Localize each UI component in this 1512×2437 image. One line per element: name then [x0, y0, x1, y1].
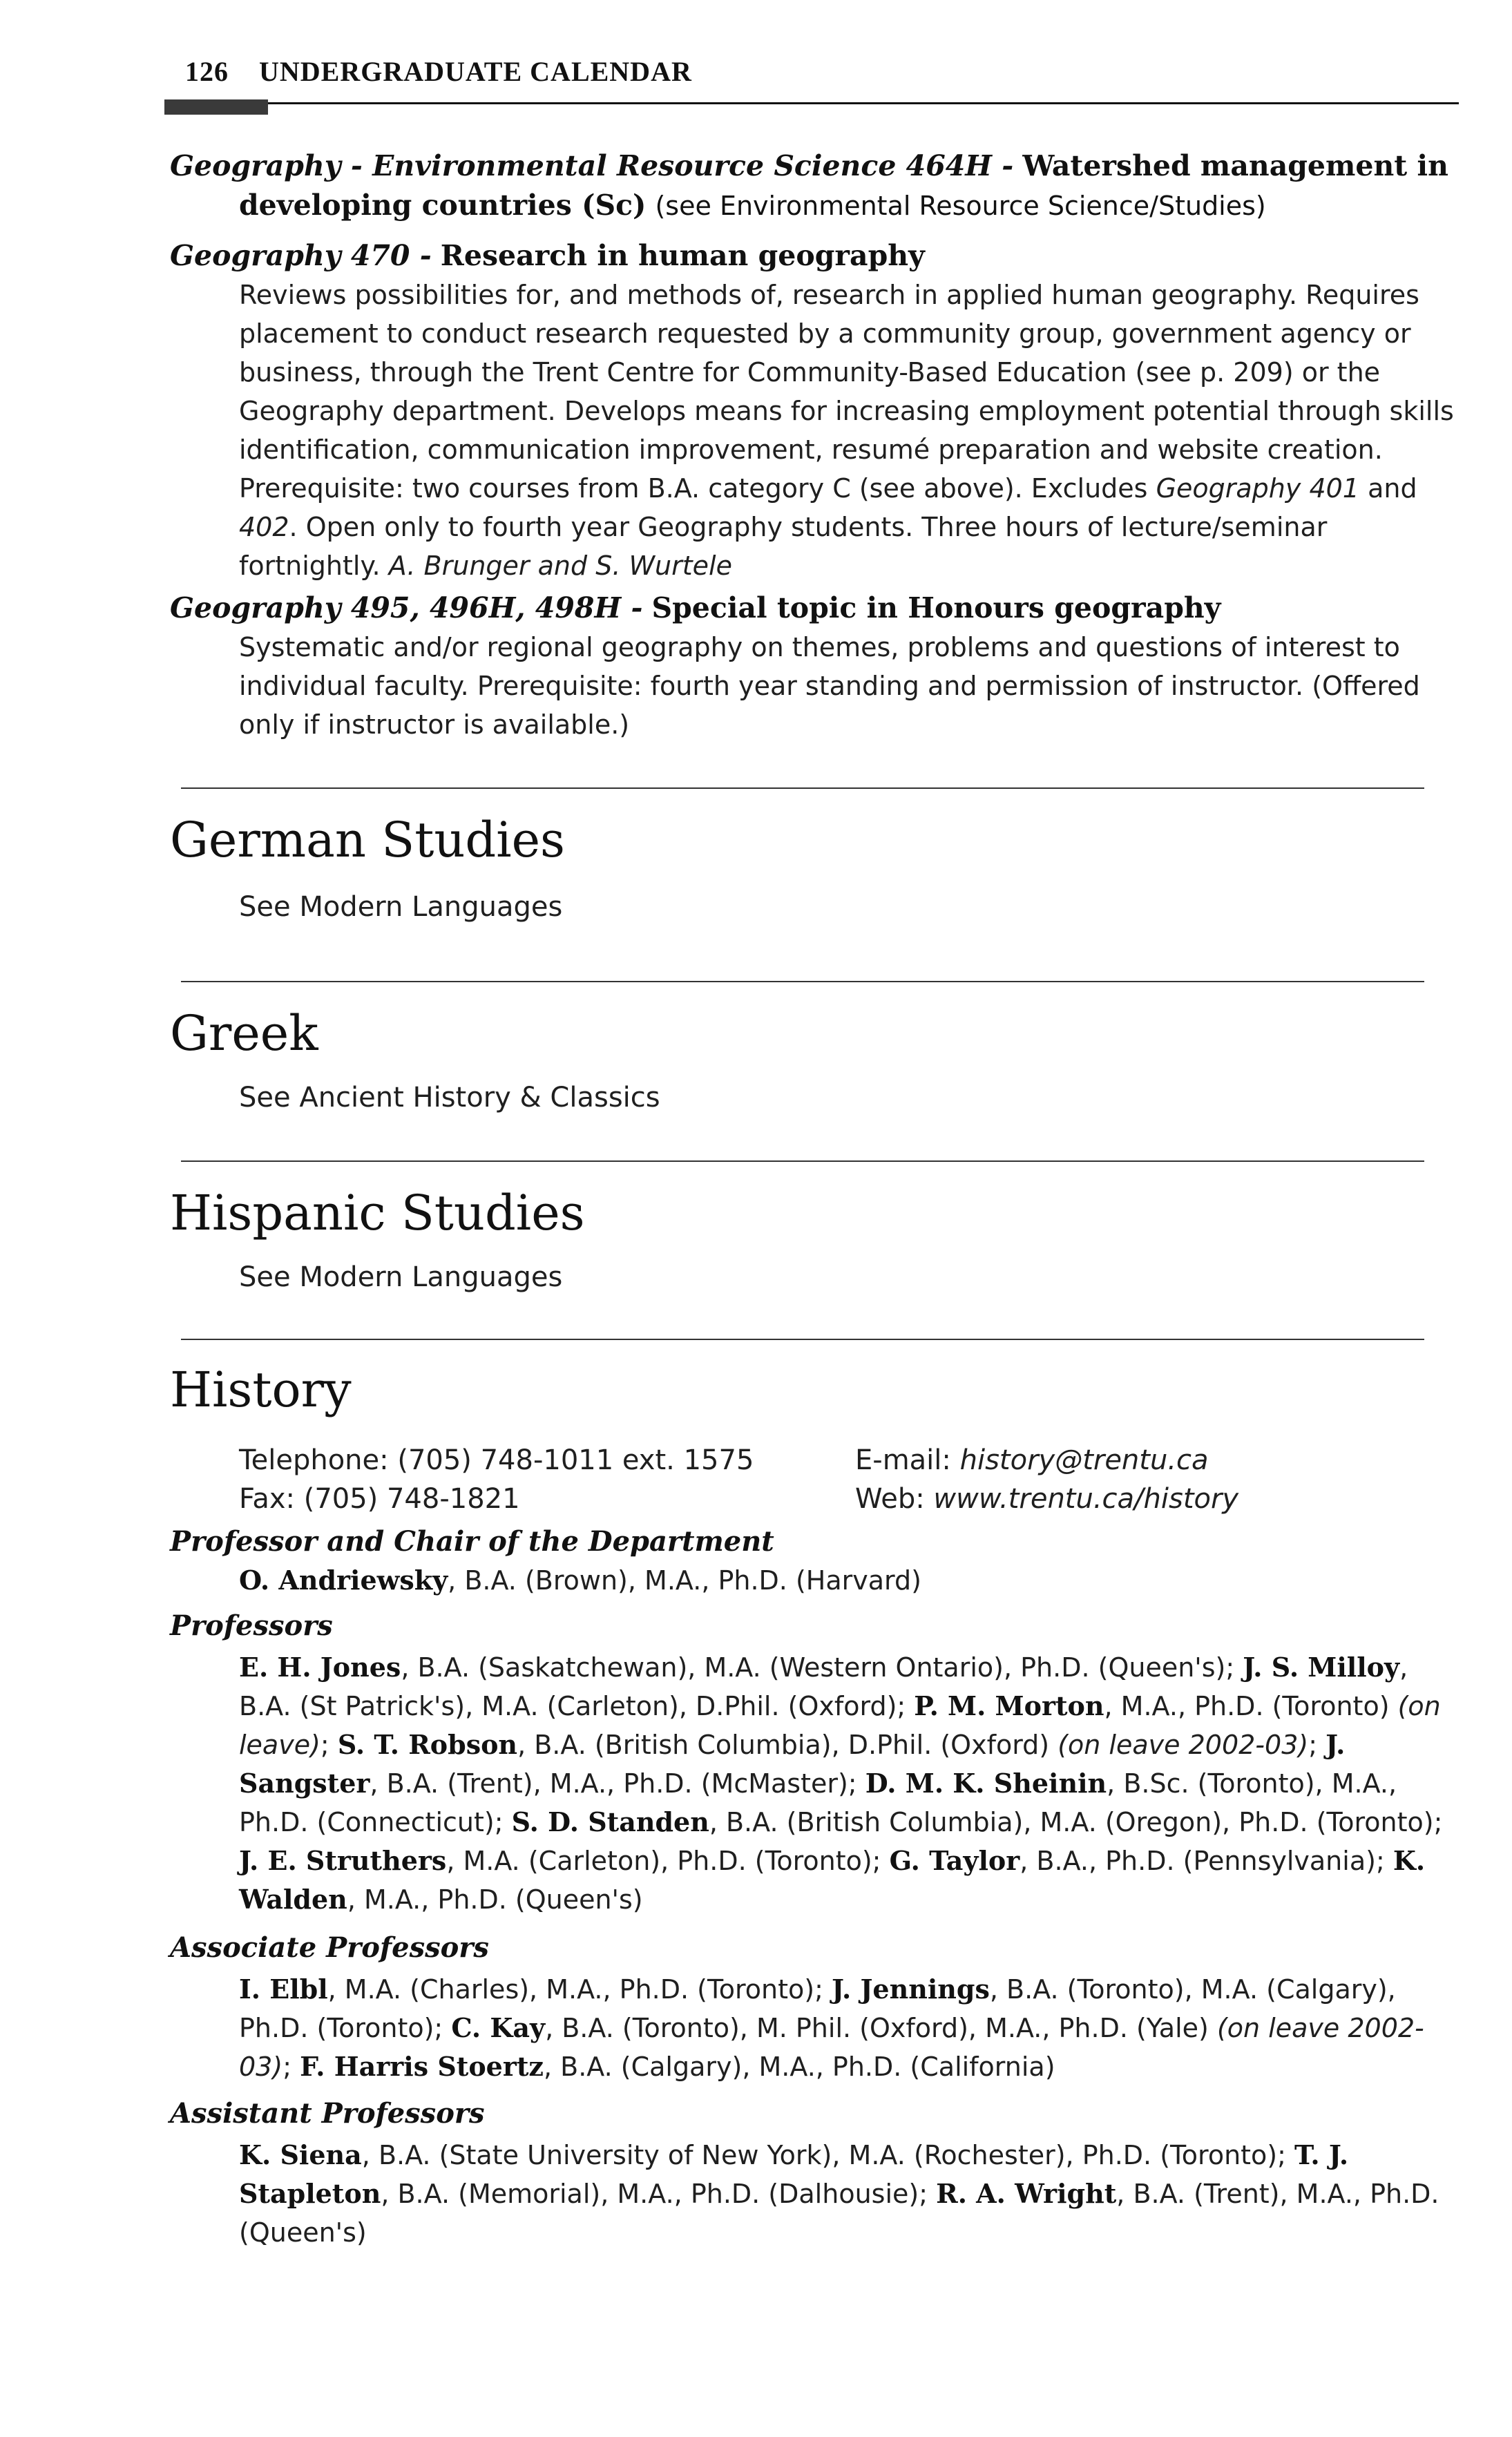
course-code: Geography - Environmental Resource Science 464H - [170, 149, 1014, 182]
section-heading-hispanic-studies: Hispanic Studies [170, 1185, 585, 1241]
chair-heading: Professor and Chair of the Department [170, 1525, 774, 1558]
web-label: Web: [855, 1483, 925, 1515]
section-cross-reference: See Ancient History & Classics [239, 1082, 660, 1114]
separator: ; [283, 2052, 300, 2082]
professors-heading: Professors [170, 1609, 333, 1642]
email-line [855, 1441, 1238, 1480]
faculty-credentials: , B.A. (State University of New York), M.A. (Rochester), Ph.D. (Toronto); [361, 2140, 1295, 2170]
calendar-title: UNDERGRADUATE CALENDAR [259, 56, 692, 87]
faculty-credentials: , B.A. (Saskatchewan), M.A. (Western Ontario), Ph.D. (Queen's); [401, 1652, 1243, 1683]
faculty-name: E. H. Jones [239, 1652, 401, 1683]
course-entry-geog-470 [170, 236, 1455, 585]
running-head [185, 55, 692, 88]
course-title [170, 236, 1455, 276]
section-divider [181, 1160, 1424, 1162]
faculty-name: T. J. Stapleton [239, 2139, 1349, 2209]
faculty-credentials: , B.A. (Brown), M.A., Ph.D. (Harvard) [448, 1565, 921, 1596]
section-divider [181, 981, 1424, 982]
section-heading-history: History [170, 1361, 352, 1418]
leave-note: (on leave 2002-03) [1058, 1730, 1309, 1760]
email-address[interactable]: history@trentu.ca [959, 1444, 1209, 1476]
faculty-credentials: , B.A. (Trent), M.A., Ph.D. (Queen's) [239, 2179, 1439, 2248]
chair-listing [239, 1561, 1455, 1600]
associate-professors-heading: Associate Professors [170, 1931, 489, 1964]
faculty-name: P. M. Morton [914, 1690, 1104, 1721]
faculty-credentials: , B.A. (St Patrick's), M.A. (Carleton), D.Phil. (Oxford); [239, 1652, 1408, 1721]
course-title [170, 589, 1455, 628]
course-entry-geog-495 [170, 589, 1455, 744]
section-heading-german-studies: German Studies [170, 812, 565, 868]
page-number: 126 [185, 56, 229, 87]
email-label: E-mail: [855, 1444, 951, 1476]
fax-number: Fax: (705) 748-1821 [239, 1483, 520, 1515]
faculty-name: I. Elbl [239, 1974, 328, 2005]
faculty-credentials: , B.A. (British Columbia), D.Phil. (Oxford) [517, 1730, 1058, 1760]
course-entry-geog-464h [170, 146, 1455, 226]
faculty-name: R. A. Wright [936, 2178, 1117, 2209]
telephone-number: Telephone: (705) 748-1011 ext. 1575 [239, 1444, 754, 1476]
course-code: Geography 495, 496H, 498H - [170, 591, 643, 624]
description-text: Reviews possibilities for, and methods of, research in applied human geography. Requires placement to conduct research requested by a community group, government agency or business, through the Trent Centre for Community-Based Education (see p. 209) or the Geography department. Develops means for increasing employment potential through skills identification, communication improvement, resumé preparation and website creation. Prerequisite: two courses from B.A. category C (see above). Excludes [239, 280, 1454, 504]
faculty-credentials: , B.A. (British Columbia), M.A. (Oregon), Ph.D. (Toronto); [709, 1807, 1443, 1837]
assistant-professors-listing [239, 2136, 1455, 2252]
separator: ; [320, 1730, 338, 1760]
description-text: . Open only to fourth year Geography students. Three hours of lecture/seminar fortnightly. [239, 512, 1328, 581]
faculty-name: G. Taylor [889, 1845, 1020, 1876]
faculty-credentials: , B.A. (Memorial), M.A., Ph.D. (Dalhousie); [381, 2179, 937, 2209]
web-address[interactable]: www.trentu.ca/history [933, 1483, 1239, 1515]
course-instructors: A. Brunger and S. Wurtele [388, 551, 732, 581]
course-name: Special topic in Honours geography [651, 591, 1221, 624]
header-block-accent [164, 99, 268, 115]
associate-professors-listing [239, 1970, 1455, 2086]
faculty-name: K. Walden [239, 1845, 1426, 1915]
faculty-name: J. Jennings [831, 1974, 990, 2005]
section-cross-reference: See Modern Languages [239, 1261, 563, 1293]
faculty-credentials: , B.A. (Toronto), M. Phil. (Oxford), M.A., Ph.D. (Yale) [545, 2013, 1217, 2043]
course-code: Geography 470 - [170, 239, 432, 272]
separator: ; [1308, 1730, 1326, 1760]
faculty-name: S. D. Standen [511, 1806, 709, 1837]
conjunction-text: and [1368, 473, 1417, 504]
course-name: Watershed management in developing countries (Sc) [239, 149, 1448, 222]
web-line [855, 1480, 1238, 1518]
professors-listing [239, 1648, 1455, 1919]
faculty-name: O. Andriewsky [239, 1565, 448, 1596]
faculty-credentials: , B.A., Ph.D. (Pennsylvania); [1020, 1846, 1393, 1876]
excluded-course: Geography 401 [1156, 473, 1359, 504]
leave-note: (on leave 2002-03) [239, 2013, 1424, 2082]
section-heading-greek: Greek [170, 1005, 318, 1062]
faculty-credentials: , B.A. (Toronto), M.A. (Calgary), Ph.D. (Toronto); [239, 1974, 1396, 2043]
section-divider [181, 787, 1424, 789]
section-divider [181, 1339, 1424, 1340]
course-description: Systematic and/or regional geography on themes, problems and questions of interest to individual faculty. Prerequisite: fourth year standing and permission of instructor. (Offered only if instructor is available.) [239, 632, 1420, 740]
faculty-credentials: , M.A. (Carleton), Ph.D. (Toronto); [446, 1846, 890, 1876]
faculty-credentials: , B.A. (Calgary), M.A., Ph.D. (California) [544, 2052, 1055, 2082]
header-rule [164, 102, 1459, 104]
faculty-credentials: , M.A., Ph.D. (Queen's) [347, 1884, 643, 1915]
leave-note: (on leave) [239, 1691, 1441, 1760]
faculty-name: S. T. Robson [337, 1729, 518, 1760]
faculty-name: D. M. K. Sheinin [865, 1768, 1107, 1799]
faculty-name: J. S. Milloy [1243, 1652, 1400, 1683]
assistant-professors-heading: Assistant Professors [170, 2097, 485, 2130]
faculty-name: J. E. Struthers [239, 1845, 447, 1876]
course-title [170, 146, 1455, 226]
department-email-web [855, 1441, 1238, 1518]
department-phone-fax [239, 1441, 754, 1518]
faculty-credentials: , M.A., Ph.D. (Toronto) [1104, 1691, 1398, 1721]
excluded-course: 402 [239, 512, 289, 542]
faculty-name: J. Sangster [239, 1729, 1346, 1799]
faculty-name: C. Kay [451, 2012, 546, 2043]
faculty-credentials: , M.A. (Charles), M.A., Ph.D. (Toronto); [327, 1974, 832, 2005]
faculty-credentials: , B.Sc. (Toronto), M.A., Ph.D. (Connecticut); [239, 1768, 1397, 1837]
course-name: Research in human geography [440, 239, 925, 272]
faculty-credentials: , B.A. (Trent), M.A., Ph.D. (McMaster); [370, 1768, 865, 1799]
course-description [239, 276, 1455, 585]
section-cross-reference: See Modern Languages [239, 891, 563, 923]
faculty-name: K. Siena [239, 2139, 362, 2170]
faculty-name: F. Harris Stoertz [300, 2051, 544, 2082]
course-cross-reference: (see Environmental Resource Science/Studies) [655, 191, 1266, 221]
